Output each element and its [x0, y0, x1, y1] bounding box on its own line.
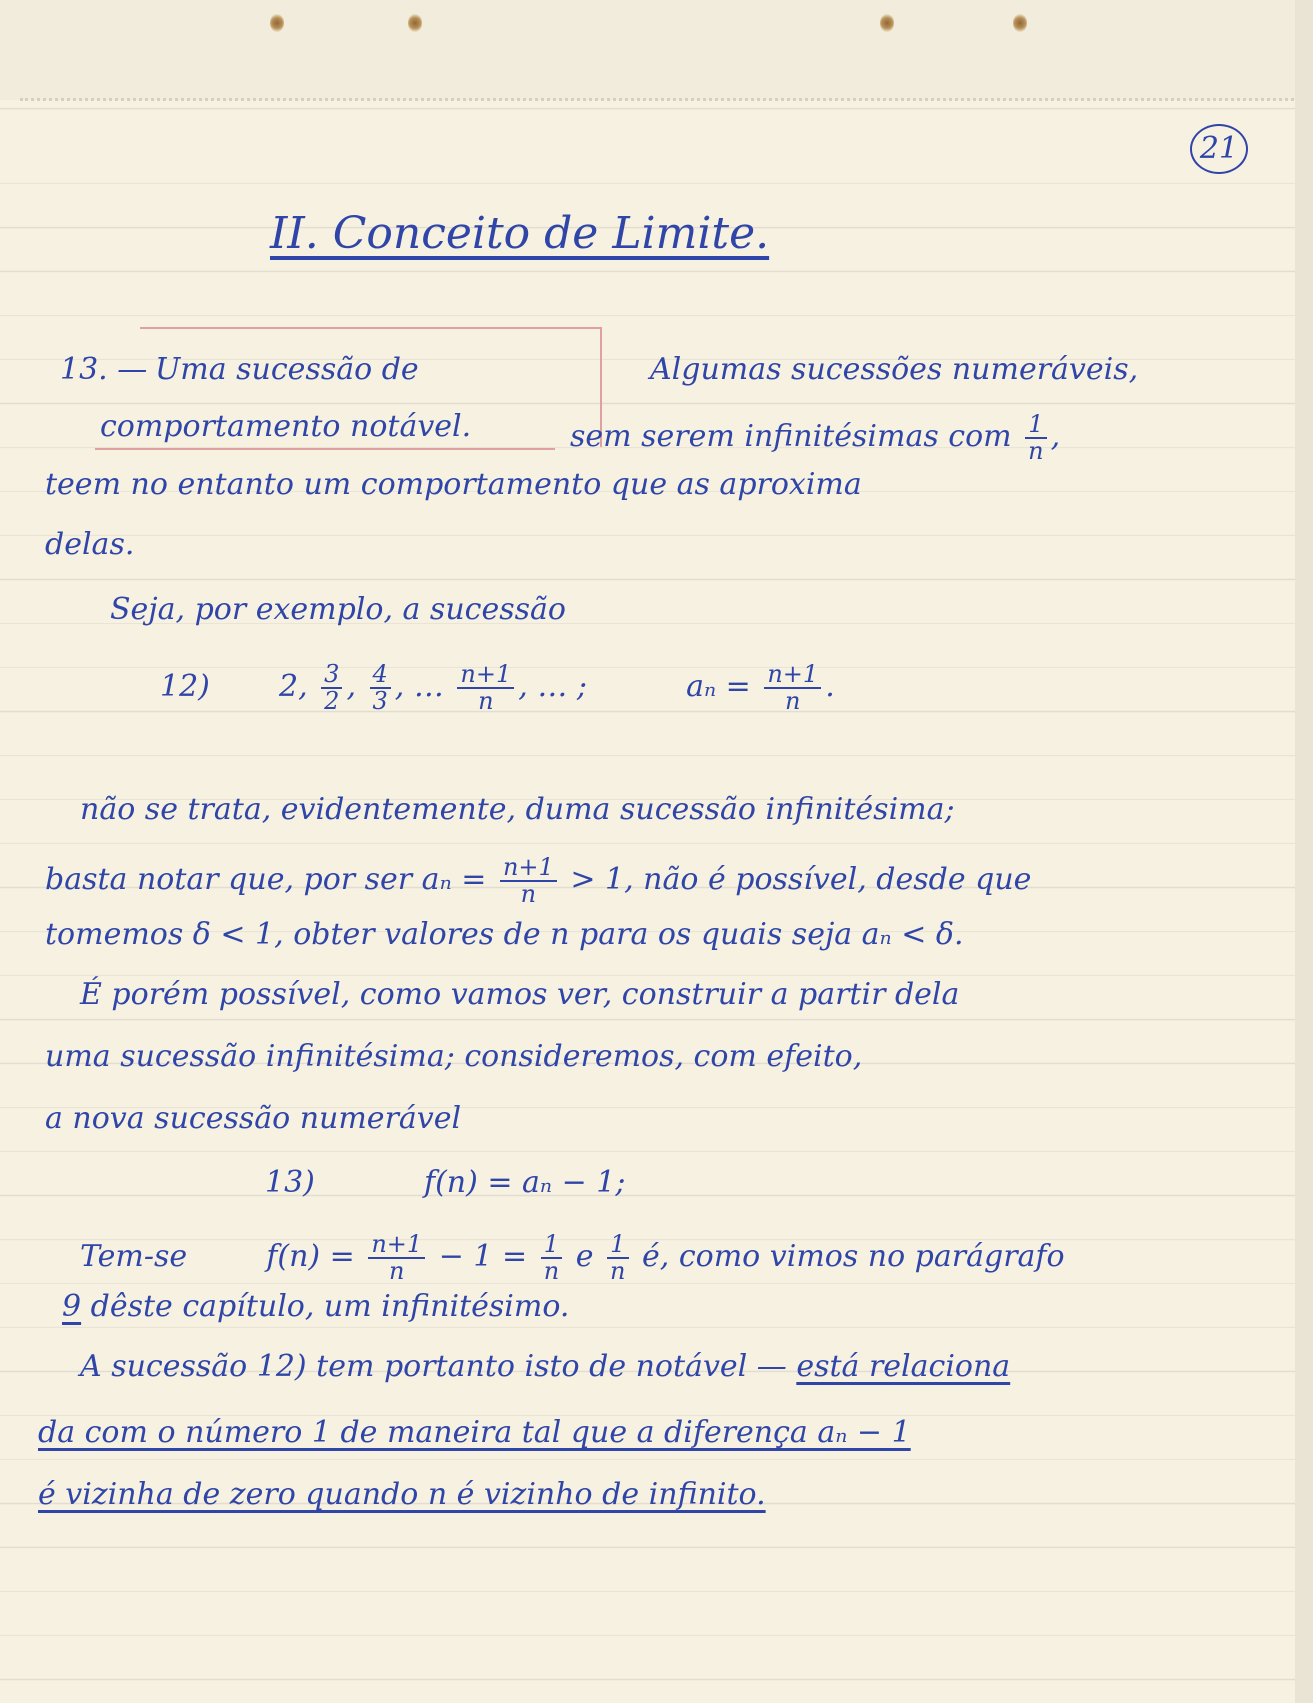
text-line-2 — [570, 412, 1060, 464]
text-line-4: delas. — [45, 527, 135, 562]
fraction — [370, 662, 391, 714]
fraction-numerator: n+1 — [457, 662, 514, 689]
text-fragment: e — [575, 1239, 594, 1275]
text-fragment: 2, — [278, 669, 308, 705]
fraction-denominator: n — [478, 687, 494, 716]
equation-label: 12) — [160, 669, 210, 705]
text-fragment: dêste capítulo, um infinitésimo. — [90, 1289, 570, 1324]
page-edge — [1295, 0, 1313, 1703]
text-line-15 — [62, 1289, 570, 1324]
section-number: 13. — — [60, 352, 148, 387]
text-line-7: não se trata, evidentemente, duma sucessão infinitésima; — [80, 792, 955, 827]
paragraph-reference: 9 — [62, 1289, 82, 1324]
equation-13 — [265, 1165, 626, 1200]
text-fragment: , … ; — [518, 669, 587, 705]
equation-label: 13) — [265, 1165, 315, 1200]
equation-body: f(n) = aₙ − 1; — [423, 1165, 626, 1200]
text-line-3: teem no entanto um comportamento que as aproxima — [45, 467, 862, 502]
fraction — [541, 1232, 562, 1284]
binding-hole — [270, 14, 284, 32]
fraction-denominator: n — [1028, 437, 1044, 466]
binding-hole — [408, 14, 422, 32]
text-fragment: A sucessão 12) tem portanto isto de notável — — [80, 1349, 787, 1384]
binding-strip — [0, 0, 1313, 100]
page-number: 21 — [1190, 124, 1248, 174]
text-fragment: basta notar que, por ser aₙ = — [45, 862, 487, 898]
text-line-14 — [80, 1232, 1065, 1284]
text-fragment: , … — [394, 669, 444, 705]
fraction-numerator: n+1 — [500, 855, 557, 882]
text-fragment: aₙ = — [686, 669, 751, 705]
fraction — [607, 1232, 628, 1284]
fraction-numerator: 1 — [607, 1232, 628, 1259]
text-line-10: É porém possível, como vamos ver, construir a partir dela — [80, 977, 960, 1012]
fraction — [764, 662, 821, 714]
text-line-12: a nova sucessão numerável — [45, 1101, 462, 1136]
text-line-5: Seja, por exemplo, a sucessão — [110, 592, 566, 627]
fraction-numerator: 1 — [541, 1232, 562, 1259]
text-fragment: f(n) = — [266, 1239, 355, 1275]
section-title-line1: Uma sucessão de — [155, 352, 419, 387]
text-line-9: tomemos δ < 1, obter valores de n para os quais seja aₙ < δ. — [45, 917, 964, 952]
text-line-1: Algumas sucessões numeráveis, — [650, 352, 1139, 387]
fraction-numerator: 4 — [370, 662, 391, 689]
fraction-denominator: n — [543, 1257, 560, 1286]
text-line-8 — [45, 855, 1031, 907]
fraction — [1025, 412, 1046, 464]
fraction-numerator: 3 — [321, 662, 342, 689]
text-fragment: , — [1050, 419, 1061, 455]
fraction-denominator: n — [520, 880, 537, 909]
text-fragment: sem serem infinitésimas com — [570, 419, 1012, 455]
fraction — [368, 1232, 425, 1284]
text-fragment: . — [825, 669, 835, 705]
fraction-denominator: 3 — [372, 687, 388, 716]
binding-hole — [1013, 14, 1027, 32]
underlined-text: está relaciona — [796, 1349, 1011, 1384]
fraction — [457, 662, 514, 714]
text-line-17: da com o número 1 de maneira tal que a diferença aₙ − 1 — [38, 1415, 911, 1450]
fraction — [500, 855, 557, 907]
text-line-18: é vizinha de zero quando n é vizinho de infinito. — [38, 1477, 766, 1512]
chapter-title: II. Conceito de Limite. — [270, 208, 770, 259]
text-line-16 — [80, 1349, 1011, 1384]
text-fragment: Tem-se — [80, 1239, 188, 1275]
fraction — [321, 662, 342, 714]
fraction-numerator: n+1 — [368, 1232, 425, 1259]
perforation-line — [20, 98, 1300, 101]
binding-hole — [880, 14, 894, 32]
fraction-denominator: n — [785, 687, 801, 716]
text-fragment: > 1, não é possível, desde que — [570, 862, 1032, 898]
fraction-denominator: n — [610, 1257, 626, 1286]
text-line-11: uma sucessão infinitésima; consideremos, com efeito, — [45, 1039, 863, 1074]
text-fragment: é, como vimos no parágrafo — [642, 1239, 1065, 1275]
fraction-denominator: n — [389, 1257, 405, 1286]
equation-12: 12) 2, $\frac{3}{2}$ , $\frac{4}{3}$ , … $\frac{n+1}{n}$ , … ; aₙ = $\frac{n+1}{n}$ . — [160, 660, 835, 716]
section-title-line2: comportamento notável. — [100, 409, 472, 444]
section-title-underline — [95, 448, 555, 450]
fraction-numerator: n+1 — [764, 662, 821, 689]
text-fragment: − 1 = — [438, 1239, 528, 1275]
fraction-denominator: 2 — [324, 687, 340, 716]
fraction-numerator: 1 — [1025, 412, 1046, 439]
